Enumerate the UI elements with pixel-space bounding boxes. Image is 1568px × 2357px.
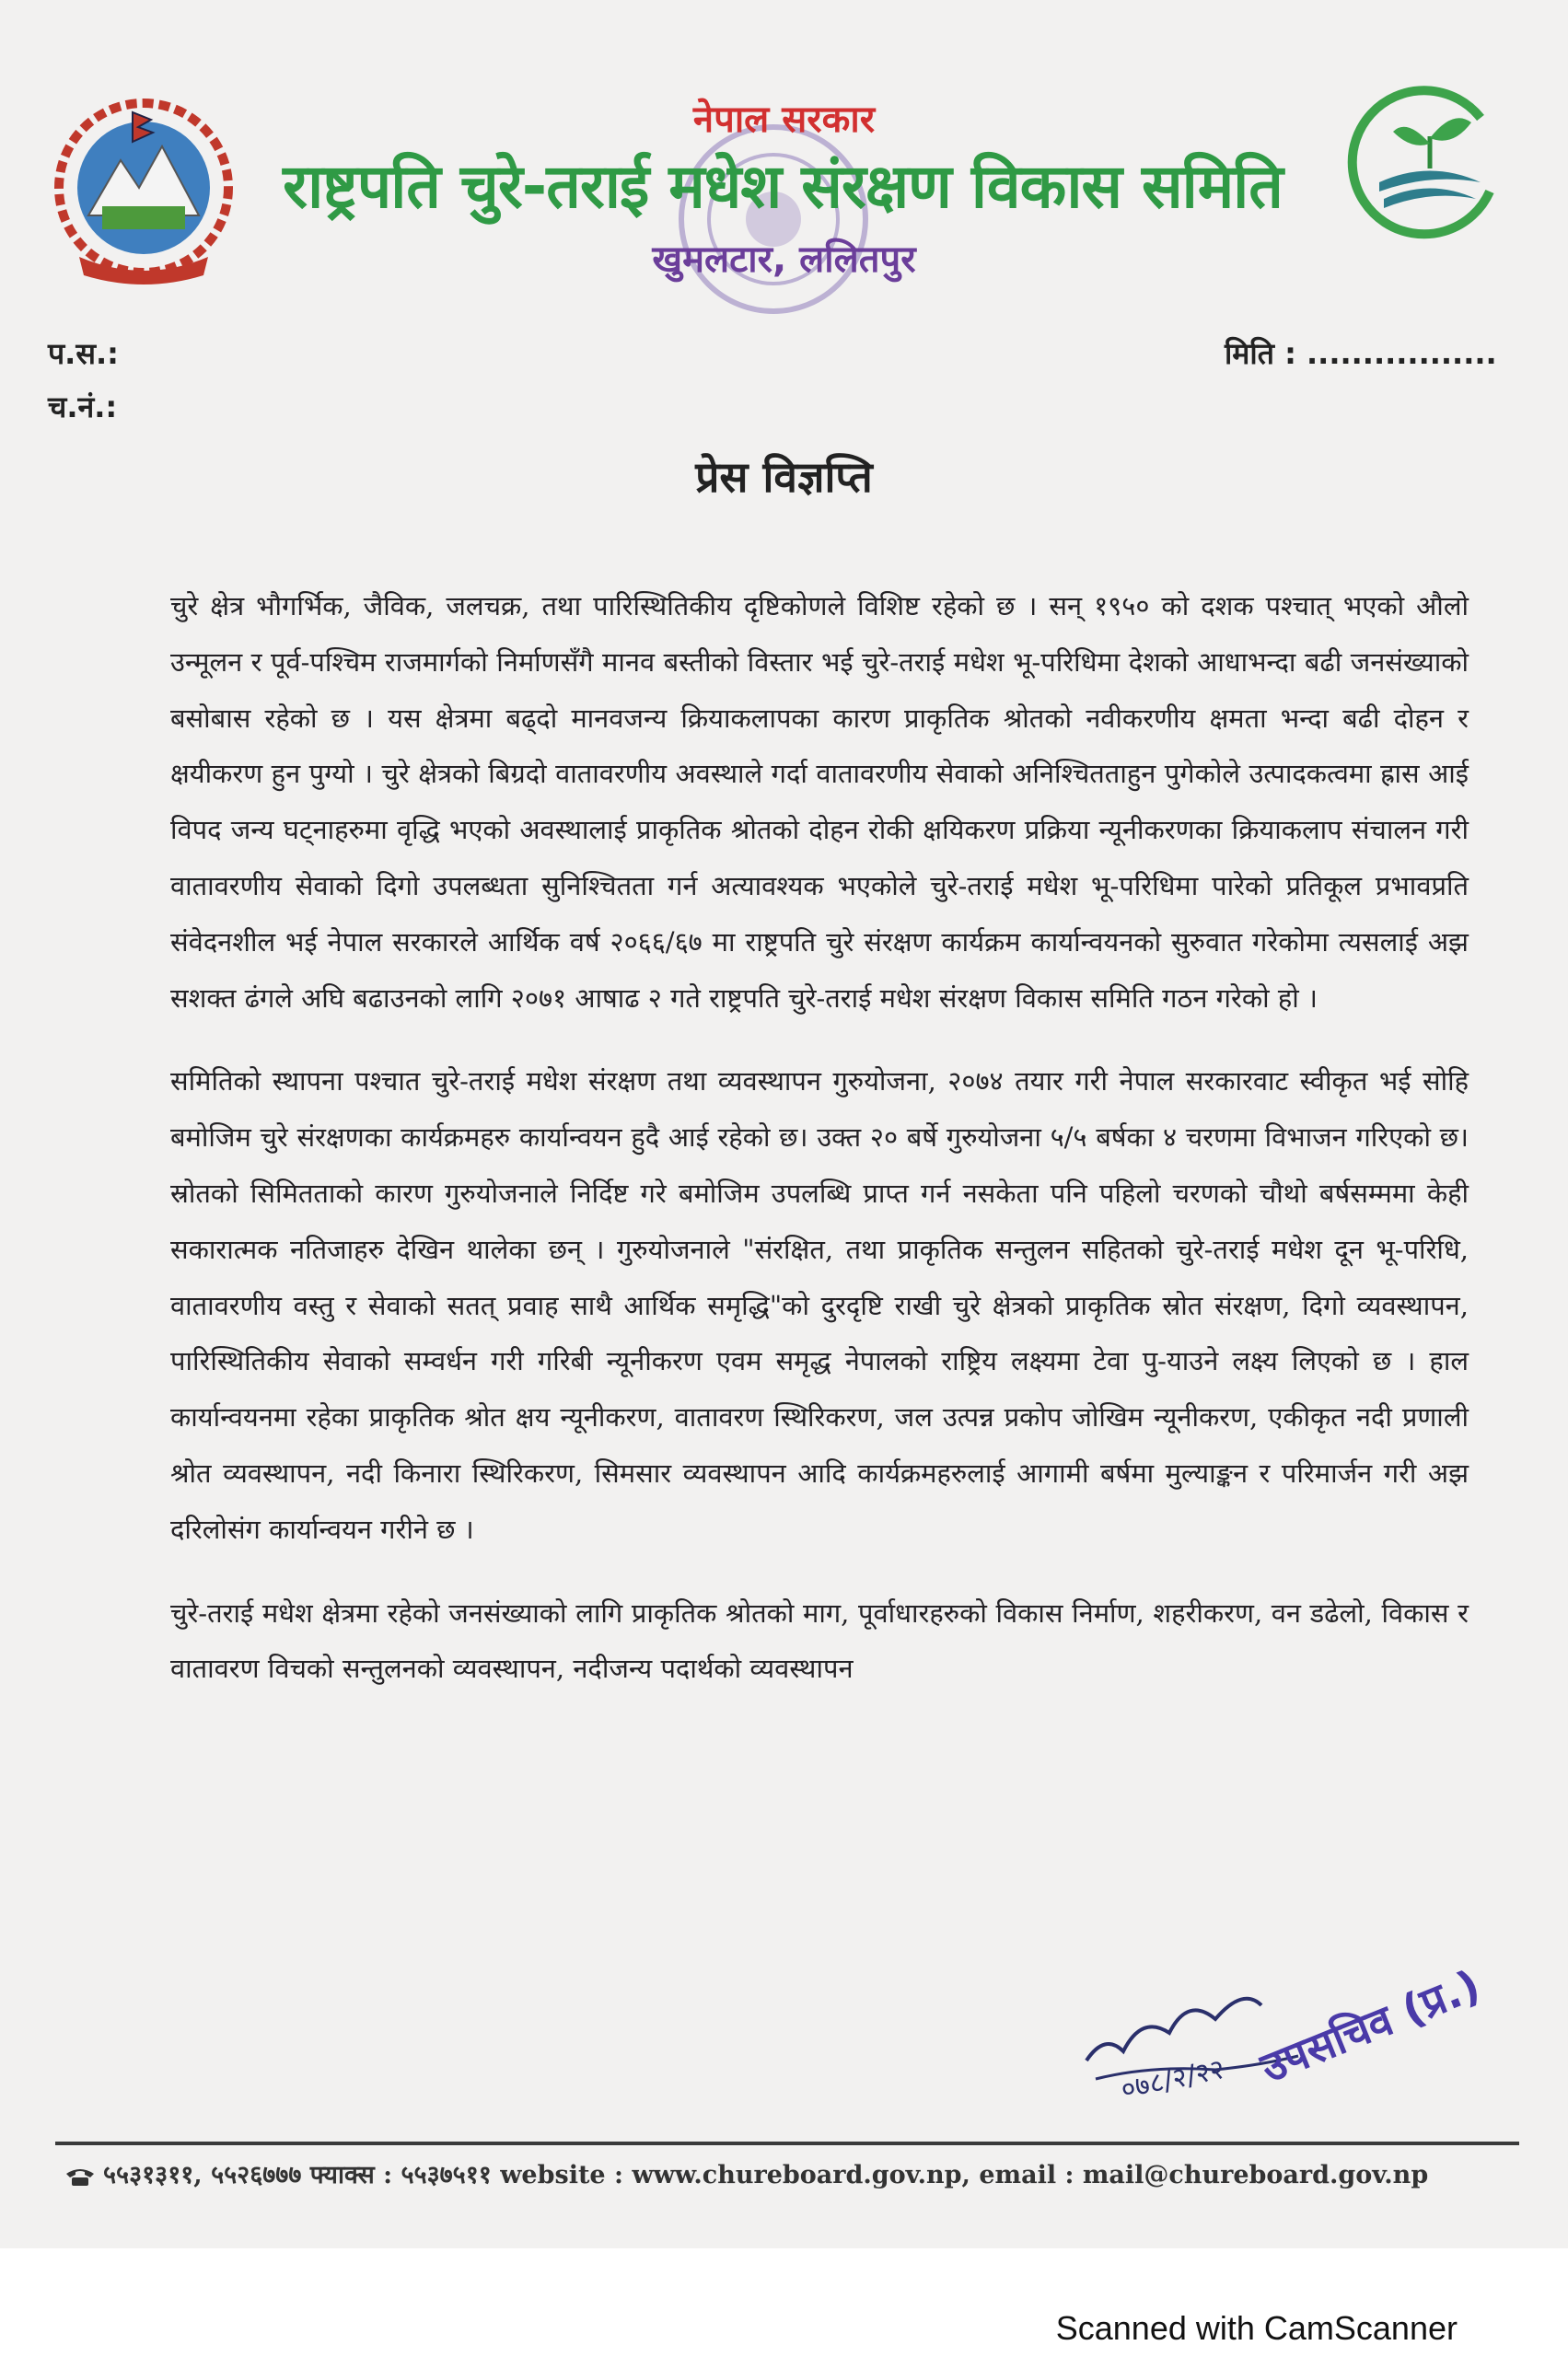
date-label: मिति : ................. — [1225, 336, 1497, 371]
dispatch-number-label: च.नं.: — [48, 389, 118, 424]
body-paragraph: चुरे क्षेत्र भौगर्भिक, जैविक, जलचक्र, तथा पारिस्थितिकीय दृष्टिकोणले विशिष्ट रहेको छ । सन् १९५० को दशक पश्चात् भएको औलो उन्मूलन र पूर्व-पश्चिम राजमार्गको निर्माणसँगै मानव बस्तीको विस्तार भई चुरे-तराई मधेश भू-परिधिमा देशको आधाभन्दा बढी जनसंख्याको बसोबास रहेको छ । यस क्षेत्रमा बढ्दो मानवजन्य क्रियाकलापका कारण प्राकृतिक श्रोतको नवीकरणीय क्षमता भन्दा बढी दोहन र क्षयीकरण हुन पुग्यो । चुरे क्षेत्रको बिग्रदो वातावरणीय अवस्थाले गर्दा वातावरणीय सेवाको अनिश्चितताहुन पुगेकोले उत्पादकत्वमा ह्रास आई विपद जन्य घट्नाहरुमा वृद्धि भएको अवस्थालाई प्राकृतिक श्रोतको दोहन रोकी क्षयिकरण प्रक्रिया न्यूनीकरणका क्रियाकलाप संचालन गरी वातावरणीय सेवाको दिगो उपलब्धता सुनिश्चितता गर्न अत्यावश्यक भएकोले चुरे-तराई मधेश भू-परिधिमा पारेको प्रतिकूल प्रभावप्रति संवेदनशील भई नेपाल सरकारले आर्थिक वर्ष २०६६/६७ मा राष्ट्रपति चुरे संरक्षण कार्यक्रम कार्यान्वयनको सुरुवात गरेकोमा त्यसलाई अझ सशक्त ढंगले अघि बढाउनको लागि २०७१ आषाढ २ गते राष्ट्रपति चुरे-तराई मधेश संरक्षण विकास समिति गठन गरेको हो । — [170, 590, 1469, 1014]
plant-leaf-logo-icon — [1342, 81, 1508, 247]
designation-stamp: उपसचिव (प्र.) — [1253, 1959, 1487, 2093]
footer-divider — [55, 2142, 1519, 2145]
contact-footer — [64, 2156, 1519, 2190]
organization-address: खुमलटार, ललितपुर — [652, 238, 916, 281]
document-title: प्रेस विज्ञप्ति — [695, 452, 873, 502]
document-body — [170, 578, 1469, 1724]
signature-date: ०७८/२/२२ — [1118, 2052, 1228, 2107]
letter-number-label: प.स.: — [48, 336, 119, 371]
scanner-watermark: Scanned with CamScanner — [1055, 2309, 1458, 2347]
organization-name: राष्ट्रपति चुरे-तराई मधेश संरक्षण विकास समिति — [283, 151, 1283, 222]
telephone-icon — [64, 2166, 96, 2187]
contact-text: ५५३१३११, ५५२६७७७ फ्याक्स : ५५३७५११ website : www.chureboard.gov.np, email : mail@chureboard.gov.np — [103, 2161, 1429, 2189]
body-paragraph: समितिको स्थापना पश्चात चुरे-तराई मधेश संरक्षण तथा व्यवस्थापन गुरुयोजना, २०७४ तयार गरी नेपाल सरकारवाट स्वीकृत भई सोहि बमोजिम चुरे संरक्षणका कार्यक्रमहरु कार्यान्वयन हुदै आई रहेको छ। उक्त २० बर्षे गुरुयोजना ५/५ बर्षका ४ चरणमा विभाजन गरिएको छ। स्रोतको सिमितताको कारण गुरुयोजनाले निर्दिष्ट गरे बमोजिम उपलब्धि प्राप्त गर्न नसकेता पनि पहिलो चरणको चौथो बर्षसम्ममा केही सकारात्मक नतिजाहरु देखिन थालेका छन् । गुरुयोजनाले "संरक्षित, तथा प्राकृतिक सन्तुलन सहितको चुरे-तराई मधेश दून भू-परिधि, वातावरणीय वस्तु र सेवाको सतत् प्रवाह साथै आर्थिक समृद्धि"को दुरदृष्टि राखी चुरे क्षेत्रको प्राकृतिक स्रोत संरक्षण, दिगो व्यवस्थापन, पारिस्थितिकीय सेवाको सम्वर्धन गरी गरिबी न्यूनीकरण एवम समृद्ध नेपालको राष्ट्रिय लक्ष्यमा टेवा पु-याउने लक्ष्य लिएको छ । हाल कार्यान्वयनमा रहेका प्राकृतिक श्रोत क्षय न्यूनीकरण, वातावरण स्थिरिकरण, जल उत्पन्न प्रकोप जोखिम न्यूनीकरण, एकीकृत नदी प्रणाली श्रोत व्यवस्थापन, नदी किनारा स्थिरिकरण, सिमसार व्यवस्थापन आदि कार्यक्रमहरुलाई आगामी बर्षमा मुल्याङ्कन र परिमार्जन गरी अझ दरिलोसंग कार्यान्वयन गरीने छ । — [170, 1065, 1469, 1545]
government-name: नेपाल सरकार — [692, 99, 876, 141]
body-paragraph: चुरे-तराई मधेश क्षेत्रमा रहेको जनसंख्याको लागि प्राकृतिक श्रोतको माग, पूर्वाधारहरुको विकास निर्माण, शहरीकरण, वन डढेलो, विकास र वातावरण विचको सन्तुलनको व्यवस्थापन, नदीजन्य पदार्थको व्यवस्थापन — [170, 1596, 1469, 1685]
